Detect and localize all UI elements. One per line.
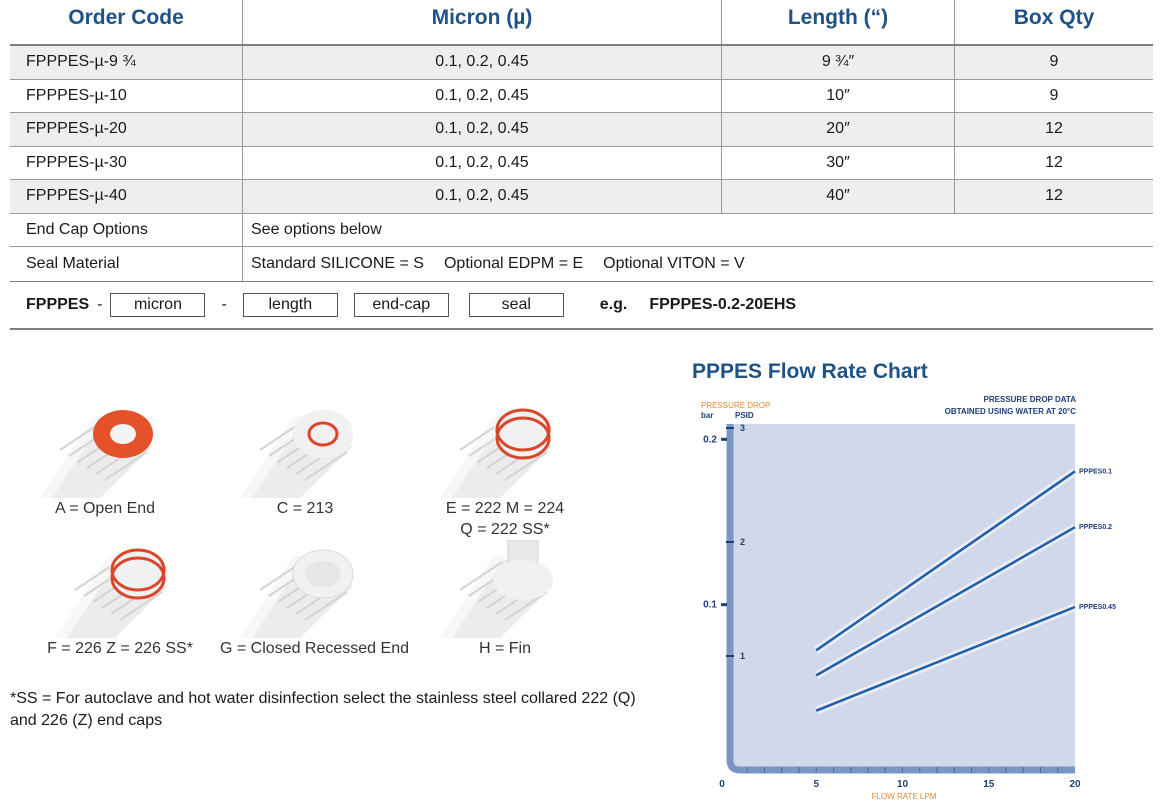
seal-row (10, 247, 1153, 281)
plot-area (730, 424, 1075, 770)
cap-label: Q = 222 SS* (460, 521, 550, 538)
seal-box: seal (469, 293, 564, 317)
table-row (10, 180, 1153, 214)
cell-micron: 0.1, 0.2, 0.45 (242, 113, 721, 146)
bar-tick-label: 0.1 (703, 599, 717, 611)
seal-option-silicone: Standard SILICONE = S (251, 254, 424, 272)
cell-code: FPPPES-µ-20 (26, 120, 127, 138)
cell-micron: 0.1, 0.2, 0.45 (242, 147, 721, 180)
cap-label: E = 222 M = 224 (445, 500, 565, 517)
example-label: e.g. (599, 295, 628, 313)
length-box: length (243, 293, 338, 317)
seal-options (242, 247, 1153, 281)
series-label: PPPES0.2 (1079, 524, 1113, 532)
code-prefix: FPPPES (26, 295, 90, 313)
cell-qty: 9 (954, 80, 1153, 113)
y-unit-bar: bar (701, 411, 714, 420)
chart-note-line-2: OBTAINED USING WATER AT 20°C (944, 407, 1076, 416)
cap-label: A = Open End (54, 500, 156, 517)
cell-qty: 12 (954, 180, 1153, 213)
cell-micron: 0.1, 0.2, 0.45 (242, 180, 721, 213)
psid-tick-label: 1 (740, 651, 746, 661)
end-cap-label: End Cap Options (26, 220, 148, 238)
filter-cartridge-icon (20, 400, 190, 498)
cell-micron: 0.1, 0.2, 0.45 (242, 46, 721, 79)
x-tick-label: 20 (1069, 779, 1081, 790)
header-length: Length (“) (721, 0, 954, 44)
chart-note-line-1: PRESSURE DROP DATA (983, 395, 1076, 404)
spec-table (10, 0, 1153, 330)
cap-label: C = 213 (276, 500, 334, 517)
psid-tick-label: 3 (740, 423, 746, 433)
cell-qty: 9 (954, 46, 1153, 79)
filter-cartridge-icon (35, 540, 205, 638)
cell-qty: 12 (954, 113, 1153, 146)
cell-micron: 0.1, 0.2, 0.45 (242, 80, 721, 113)
cell-length: 40″ (721, 180, 954, 213)
cell-length: 20″ (721, 113, 954, 146)
cap-label: G = Closed Recessed End (220, 640, 409, 657)
header-micron: Micron (µ) (242, 0, 721, 44)
y-axis-label: PRESSURE DROP (701, 401, 771, 410)
filter-cartridge-icon (220, 540, 390, 638)
seal-label: Seal Material (26, 254, 120, 272)
table-row (10, 113, 1153, 147)
table-row (10, 80, 1153, 114)
cell-code: FPPPES-µ-10 (26, 86, 127, 104)
series-label: PPPES0.45 (1079, 603, 1116, 611)
code-dash: - (221, 295, 227, 313)
cell-length: 9 ¾″ (721, 46, 954, 79)
cap-h-fin (420, 540, 590, 659)
x-tick-label: 5 (813, 779, 820, 790)
header-order-code: Order Code (68, 6, 184, 29)
end-cap-value: See options below (242, 214, 1153, 247)
bar-tick-label: 0.2 (703, 434, 717, 446)
seal-option-edpm: Optional EDPM = E (443, 254, 584, 272)
series-label: PPPES0.1 (1079, 468, 1113, 476)
micron-box: micron (110, 293, 205, 317)
x-tick-label: 10 (896, 779, 909, 790)
cell-code: FPPPES-µ-30 (26, 153, 127, 171)
psid-tick-label: 2 (740, 537, 746, 547)
cell-length: 10″ (721, 80, 954, 113)
table-row (10, 147, 1153, 181)
order-code-builder (10, 281, 1153, 330)
end-cap-row (10, 214, 1153, 248)
cell-code: FPPPES-µ-9 ¾ (26, 53, 136, 71)
end-cap-box: end-cap (354, 293, 449, 317)
cap-label: F = 226 Z = 226 SS* (47, 640, 193, 657)
table-row (10, 46, 1153, 80)
ss-footnote: *SS = For autoclave and hot water disinfection select the stainless steel collared 222 (Q) and 226 (Z) end caps (10, 690, 636, 729)
cap-e-222 (420, 400, 590, 540)
flow-rate-chart (690, 395, 1140, 803)
cap-c-213 (220, 400, 390, 519)
seal-option-viton: Optional VITON = V (603, 254, 745, 272)
example-code: FPPPES-0.2-20EHS (649, 295, 797, 313)
cap-f-226 (20, 540, 220, 659)
code-dash: - (97, 295, 103, 313)
filter-cartridge-icon (420, 400, 590, 498)
cell-code: FPPPES-µ-40 (26, 187, 127, 205)
header-box-qty: Box Qty (954, 0, 1153, 44)
cap-a-open-end (20, 400, 190, 519)
cell-qty: 12 (954, 147, 1153, 180)
cap-g-closed (220, 540, 409, 659)
filter-cartridge-icon (220, 400, 390, 498)
x-tick-label: 0 (719, 779, 725, 790)
cell-length: 30″ (721, 147, 954, 180)
x-tick-label: 15 (983, 779, 995, 790)
filter-cartridge-icon (420, 540, 590, 638)
table-header (10, 0, 1153, 46)
cap-label: H = Fin (478, 640, 531, 657)
y-unit-psid: PSID (735, 411, 754, 420)
chart-title: PPPES Flow Rate Chart (692, 360, 928, 383)
x-axis-label: FLOW RATE LPM (871, 792, 937, 801)
